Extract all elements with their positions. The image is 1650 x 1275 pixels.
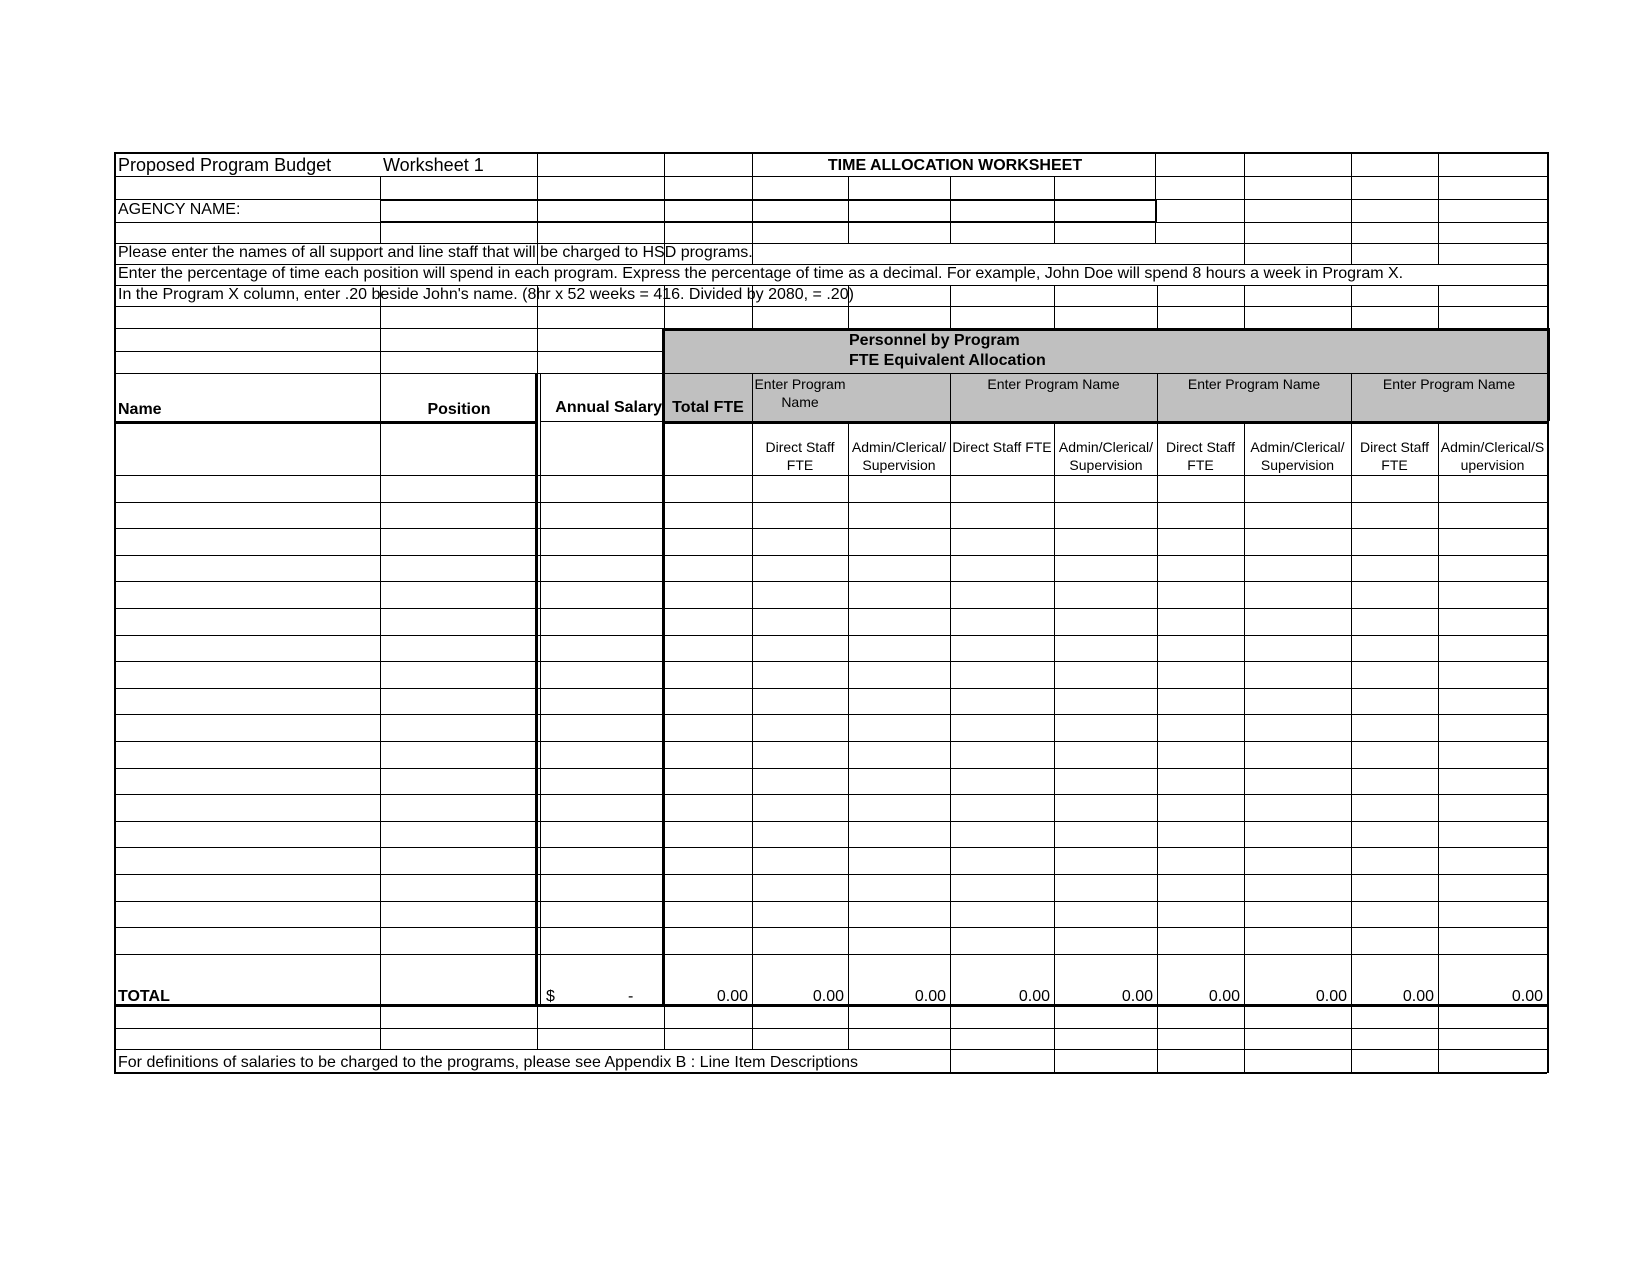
- grid-line: [114, 635, 1547, 636]
- grid-line: [1054, 285, 1055, 306]
- admin-clerical-header: Admin/Clerical/ Supervision: [1058, 439, 1154, 473]
- grid-line: [114, 874, 1547, 875]
- grid-line: [114, 528, 1547, 529]
- grid-line: [752, 306, 753, 330]
- grid-line: [114, 768, 1547, 769]
- grid-line: [1351, 285, 1352, 306]
- grid-line: [664, 1006, 665, 1049]
- grid-line: [114, 954, 1547, 955]
- admin-clerical-header: Admin/Clerical/S upervision: [1440, 439, 1545, 473]
- grid-line: [114, 306, 1547, 307]
- grid-line: [114, 152, 1547, 154]
- grid-line: [114, 502, 1547, 503]
- total-program-value: 0.00: [1208, 988, 1240, 1005]
- grid-line: [114, 555, 1547, 556]
- grid-line: [752, 373, 753, 1049]
- grid-line: [540, 373, 541, 1006]
- grid-line: [664, 421, 1547, 424]
- agency-name-label: AGENCY NAME:: [118, 201, 241, 218]
- grid-line: [1244, 421, 1245, 1072]
- name-column-header: Name: [118, 401, 162, 418]
- grid-line: [950, 285, 951, 306]
- program-name-header[interactable]: Enter Program Name: [754, 376, 846, 410]
- program-name-header[interactable]: Enter Program Name: [987, 376, 1120, 392]
- grid-line: [114, 373, 664, 374]
- grid-line: [114, 176, 1547, 177]
- grid-line: [1244, 152, 1245, 264]
- grid-line: [1157, 285, 1158, 306]
- total-fte-column-header: Total FTE: [672, 399, 744, 416]
- grid-line: [114, 847, 1547, 848]
- instruction-line: Please enter the names of all support and line staff that will be charged to HSD programs.: [118, 244, 753, 261]
- total-program-value: 0.00: [1121, 988, 1153, 1005]
- grid-line: [1351, 373, 1352, 1072]
- program-name-header[interactable]: Enter Program Name: [1382, 376, 1516, 392]
- grid-line: [1547, 328, 1550, 421]
- grid-line: [950, 373, 951, 1072]
- admin-clerical-header: Admin/Clerical/ Supervision: [1250, 439, 1345, 473]
- grid-line: [1438, 285, 1439, 306]
- grid-line: [114, 1049, 1547, 1050]
- grid-line: [1054, 421, 1055, 1072]
- grid-line: [1547, 152, 1549, 1073]
- grid-line: [114, 475, 1547, 476]
- grid-line: [114, 1072, 1547, 1074]
- grid-line: [114, 152, 116, 1073]
- grid-line: [537, 1006, 538, 1049]
- grid-line: [1244, 285, 1245, 306]
- grid-line: [114, 608, 1547, 609]
- grid-line: [114, 927, 1547, 928]
- grid-line: [1438, 306, 1439, 330]
- total-annual-salary: -: [628, 988, 634, 1005]
- total-program-value: 0.00: [1511, 988, 1543, 1005]
- grid-line: [848, 421, 849, 1049]
- grid-line: [114, 351, 664, 352]
- total-program-value: 0.00: [1018, 988, 1050, 1005]
- grid-line: [1157, 373, 1158, 1072]
- worksheet-label: Worksheet 1: [383, 155, 484, 175]
- grid-line: [1438, 421, 1439, 1072]
- total-fte-value: 0.00: [716, 988, 748, 1005]
- grid-line: [1157, 306, 1158, 330]
- sheet-title: TIME ALLOCATION WORKSHEET: [827, 157, 1083, 174]
- grid-line: [664, 373, 1547, 374]
- grid-line: [114, 1028, 1547, 1029]
- grid-line: [114, 421, 537, 424]
- grid-line: [662, 328, 665, 1006]
- grid-line: [848, 306, 849, 330]
- direct-staff-fte-header: Direct Staff FTE: [952, 439, 1052, 455]
- footer-note: For definitions of salaries to be charged to the programs, please see Appendix B : Line Item Descriptions: [118, 1054, 858, 1071]
- annual-salary-column-header: Annual Salary: [555, 399, 662, 416]
- grid-line: [114, 688, 1547, 689]
- agency-name-field[interactable]: [380, 200, 1156, 221]
- total-currency-symbol: $: [546, 988, 555, 1005]
- direct-staff-fte-header: Direct Staff FTE: [765, 439, 835, 473]
- grid-line: [664, 306, 665, 330]
- grid-line: [537, 306, 538, 373]
- instruction-line: Enter the percentage of time each position will spend in each program. Express the percentage of time as a decimal. For example, John Doe will spend 8 hours a week in Program X.: [118, 265, 1404, 282]
- direct-staff-fte-header: Direct Staff FTE: [1166, 439, 1235, 473]
- total-program-value: 0.00: [812, 988, 844, 1005]
- grid-line: [1351, 152, 1352, 264]
- agency-box-line: [380, 221, 1156, 223]
- total-program-value: 0.00: [914, 988, 946, 1005]
- instruction-line: In the Program X column, enter .20 beside John's name. (8hr x 52 weeks = 416. Divided by 2080, = .20): [118, 286, 854, 303]
- grid-line: [114, 901, 1547, 902]
- grid-line: [114, 661, 1547, 662]
- grid-line: [1438, 152, 1439, 264]
- grid-line: [1244, 306, 1245, 330]
- direct-staff-fte-header: Direct Staff FTE: [1360, 439, 1429, 473]
- grid-line: [540, 421, 664, 422]
- admin-clerical-header: Admin/Clerical/ Supervision: [851, 439, 947, 473]
- grid-line: [114, 794, 1547, 795]
- grid-line: [664, 330, 1547, 331]
- grid-line: [950, 306, 951, 330]
- personnel-header-line2: FTE Equivalent Allocation: [849, 352, 1046, 369]
- grid-line: [114, 714, 1547, 715]
- grid-line: [114, 741, 1547, 742]
- total-row-label: TOTAL: [118, 988, 170, 1005]
- grid-line: [535, 373, 538, 1006]
- program-name-header[interactable]: Enter Program Name: [1187, 376, 1321, 392]
- grid-line: [1351, 306, 1352, 330]
- grid-line: [114, 581, 1547, 582]
- grid-line: [1054, 306, 1055, 330]
- total-program-value: 0.00: [1315, 988, 1347, 1005]
- budget-title: Proposed Program Budget: [118, 155, 332, 175]
- personnel-header-line1: Personnel by Program: [849, 332, 1020, 349]
- position-column-header: Position: [427, 401, 491, 418]
- grid-line: [114, 821, 1547, 822]
- total-program-value: 0.00: [1402, 988, 1434, 1005]
